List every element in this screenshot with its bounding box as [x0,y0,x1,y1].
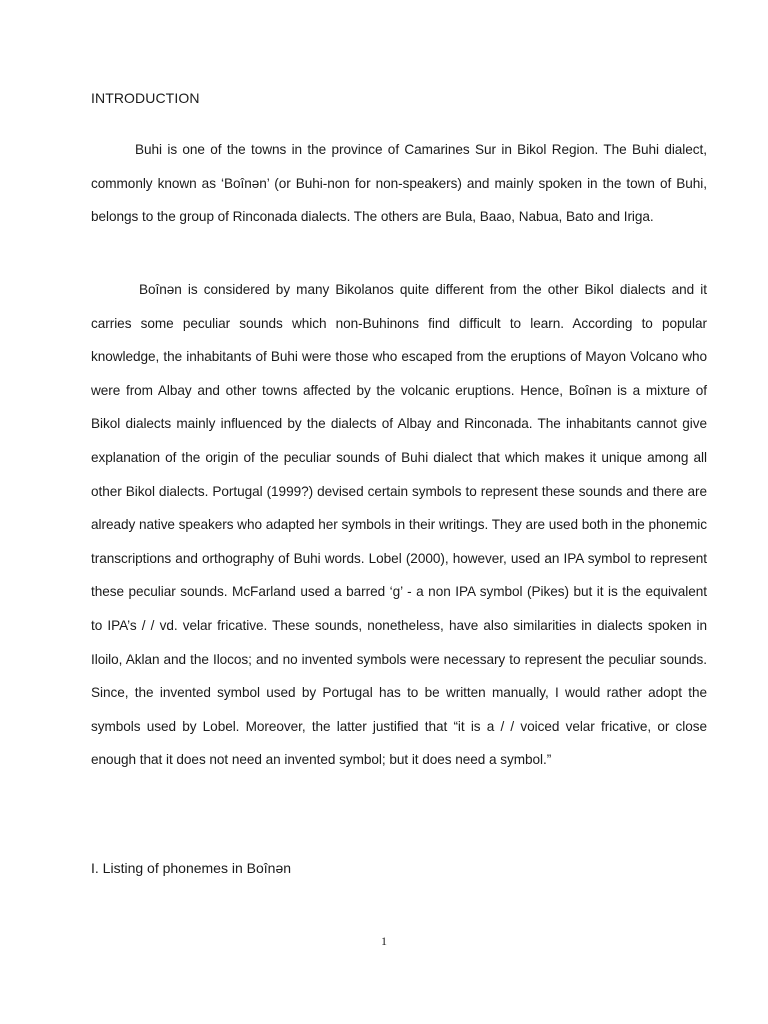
page-number: 1 [381,934,387,948]
document-heading: INTRODUCTION [91,90,200,106]
paragraph-boinen: Boînən is considered by many Bikolanos quite different from the other Bikol dialects and it carries some peculiar sounds which non-Buhinons find difficult to learn. According to popular knowledge, the inhabitants of Buhi were those who escaped from the eruptions of Mayon Volcano who were from Albay and other towns affected by the volcanic eruptions. Hence, Boînən is a mixture of Bikol dialects mainly influenced by the dialects of Albay and Rinconada. The inhabitants cannot give explanation of the origin of the peculiar sounds of Buhi dialect that which makes it unique among all other Bikol dialects. Portugal (1999?) devised certain symbols to represent these sounds and there are already native speakers who adapted her symbols in their writings. They are used both in the phonemic transcriptions and orthography of Buhi words. Lobel (2000), however, used an IPA symbol to represent these peculiar sounds. McFarland used a barred ‘g’ - a non IPA symbol (Pikes) but it is the equivalent to IPA’s / / vd. velar fricative. These sounds, nonetheless, have also similarities in dialects spoken in Iloilo, Aklan and the Ilocos; and no invented symbols were necessary to represent the peculiar sounds. Since, the invented symbol used by Portugal has to be written manually, I would rather adopt the symbols used by Lobel. Moreover, the latter justified that “it is a / / voiced velar fricative, or close enough that it does not need an invented symbol; but it does need a symbol.” [91,282,707,768]
section-heading-phonemes: I. Listing of phonemes in Boînən [91,860,292,876]
paragraph-intro: Buhi is one of the towns in the province of Camarines Sur in Bikol Region. The Buhi dialect, commonly known as ‘Boînən’ (or Buhi-non for non-speakers) and mainly spoken in the town of Buhi, belongs to the group of Rinconada dialects. The others are Bula, Baao, Nabua, Bato and Iriga. [91,142,707,225]
